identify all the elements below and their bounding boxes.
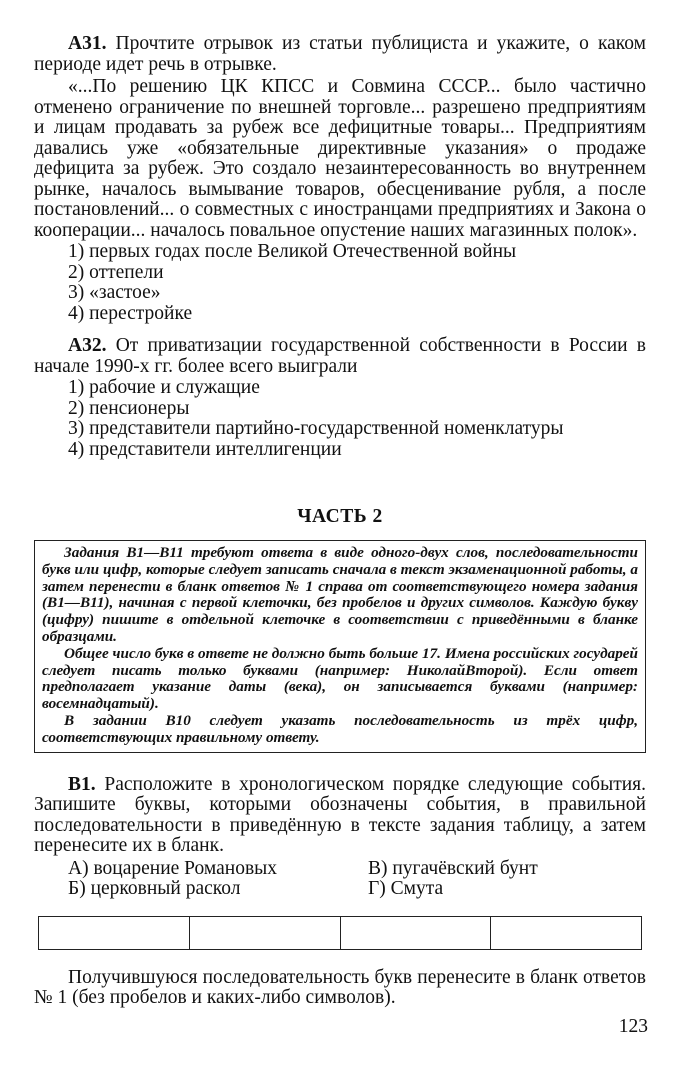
a31-option-3: 3) «застое» bbox=[68, 282, 161, 303]
a31-question-text: Прочтите отрывок из статьи публициста и укажите, о каком периоде идет речь в отрывке. bbox=[34, 33, 647, 75]
page-content bbox=[34, 34, 646, 1009]
answer-cell-3[interactable] bbox=[340, 916, 491, 949]
b1-item-b: Б) церковный раскол bbox=[68, 878, 241, 900]
answer-cell-2[interactable] bbox=[189, 916, 340, 949]
a32-option-4: 4) представители интеллигенции bbox=[68, 438, 342, 460]
part2-title: ЧАСТЬ 2 bbox=[297, 506, 383, 527]
b1-number: В1. bbox=[68, 773, 96, 795]
b1-item-g: Г) Смута bbox=[368, 878, 444, 900]
page-number: 123 bbox=[618, 1016, 648, 1037]
instructions-para-3: В задании В10 следует указать последовательность из трёх цифр, соответствующих правильному ответу. bbox=[42, 711, 638, 746]
b1-answer-table bbox=[38, 916, 642, 950]
b1-question-text: Расположите в хронологическом порядке следующие события. Запишите буквы, которыми обозначены события, в правильной последовательности в приведённую в тексте задания таблицу, а затем перенесите их в бланк. bbox=[34, 773, 646, 857]
b1-question bbox=[34, 775, 646, 857]
part2-instructions-box bbox=[34, 540, 646, 753]
b1-footer: Получившуюся последовательность букв перенесите в бланк ответов № 1 (без пробелов и каких-либо символов). bbox=[34, 966, 646, 1009]
answer-cell-4[interactable] bbox=[491, 916, 642, 949]
a32-question bbox=[34, 336, 646, 377]
a31-question bbox=[34, 34, 646, 75]
a31-number: А31. bbox=[68, 33, 107, 54]
a31-option-2: 2) оттепели bbox=[68, 261, 164, 283]
a32-option-1: 1) рабочие и служащие bbox=[68, 377, 260, 398]
a32-question-text: От приватизации государственной собственности в России в начале 1990-х гг. более всего выиграли bbox=[34, 335, 647, 377]
instructions-para-2: Общее число букв в ответе не должно быть больше 17. Имена российских государей следует писать только буквами (например: НиколайВторой). Если ответ предполагает указание даты (века), он записывается буквами (например: восемнадцатый). bbox=[42, 644, 638, 713]
b1-item-v: В) пугачёвский бунт bbox=[368, 857, 538, 879]
answer-cell-1[interactable] bbox=[39, 916, 190, 949]
instructions-para-1: Задания В1—В11 требуют ответа в виде одного-двух слов, последовательности букв или цифр, которые следует записать сначала в текст экзаменационной работы, а затем перенести в бланк ответов № 1 справа от соответствующего номера задания (В1—В11), начиная с первой клеточки, без пробелов и других символов. Каждую букву (цифру) пишите в отдельной клеточке в соответствии с приведёнными в бланке образцами. bbox=[42, 544, 638, 645]
a32-option-3: 3) представители партийно-государственной номенклатуры bbox=[68, 418, 564, 439]
a32-option-2: 2) пенсионеры bbox=[68, 397, 190, 419]
a32-number: А32. bbox=[68, 335, 107, 356]
b1-item-a: А) воцарение Романовых bbox=[68, 857, 278, 879]
a31-options bbox=[68, 242, 646, 324]
b1-items bbox=[68, 859, 646, 900]
a31-option-1: 1) первых годах после Великой Отечественной войны bbox=[68, 241, 517, 262]
a31-quote: «...По решению ЦК КПСС и Совмина СССР... было частично отменено ограничение по внешней торговле... разрешено предприятиям и лицам продавать за рубеж все дефицитные товары... Предприятиям давались уже «обязательные директивные указания» о продаже дефицита за рубеж. Это создало незаинтересованность во внутреннем рынке, началось вымывание товаров, обесценивание рубля, а после постановлений... о совместных с иностранцами предприятиях и Закона о кооперации... началось повальное опустение наших магазинных полок». bbox=[34, 76, 646, 241]
a32-options bbox=[68, 378, 646, 460]
a31-option-4: 4) перестройке bbox=[68, 302, 193, 324]
